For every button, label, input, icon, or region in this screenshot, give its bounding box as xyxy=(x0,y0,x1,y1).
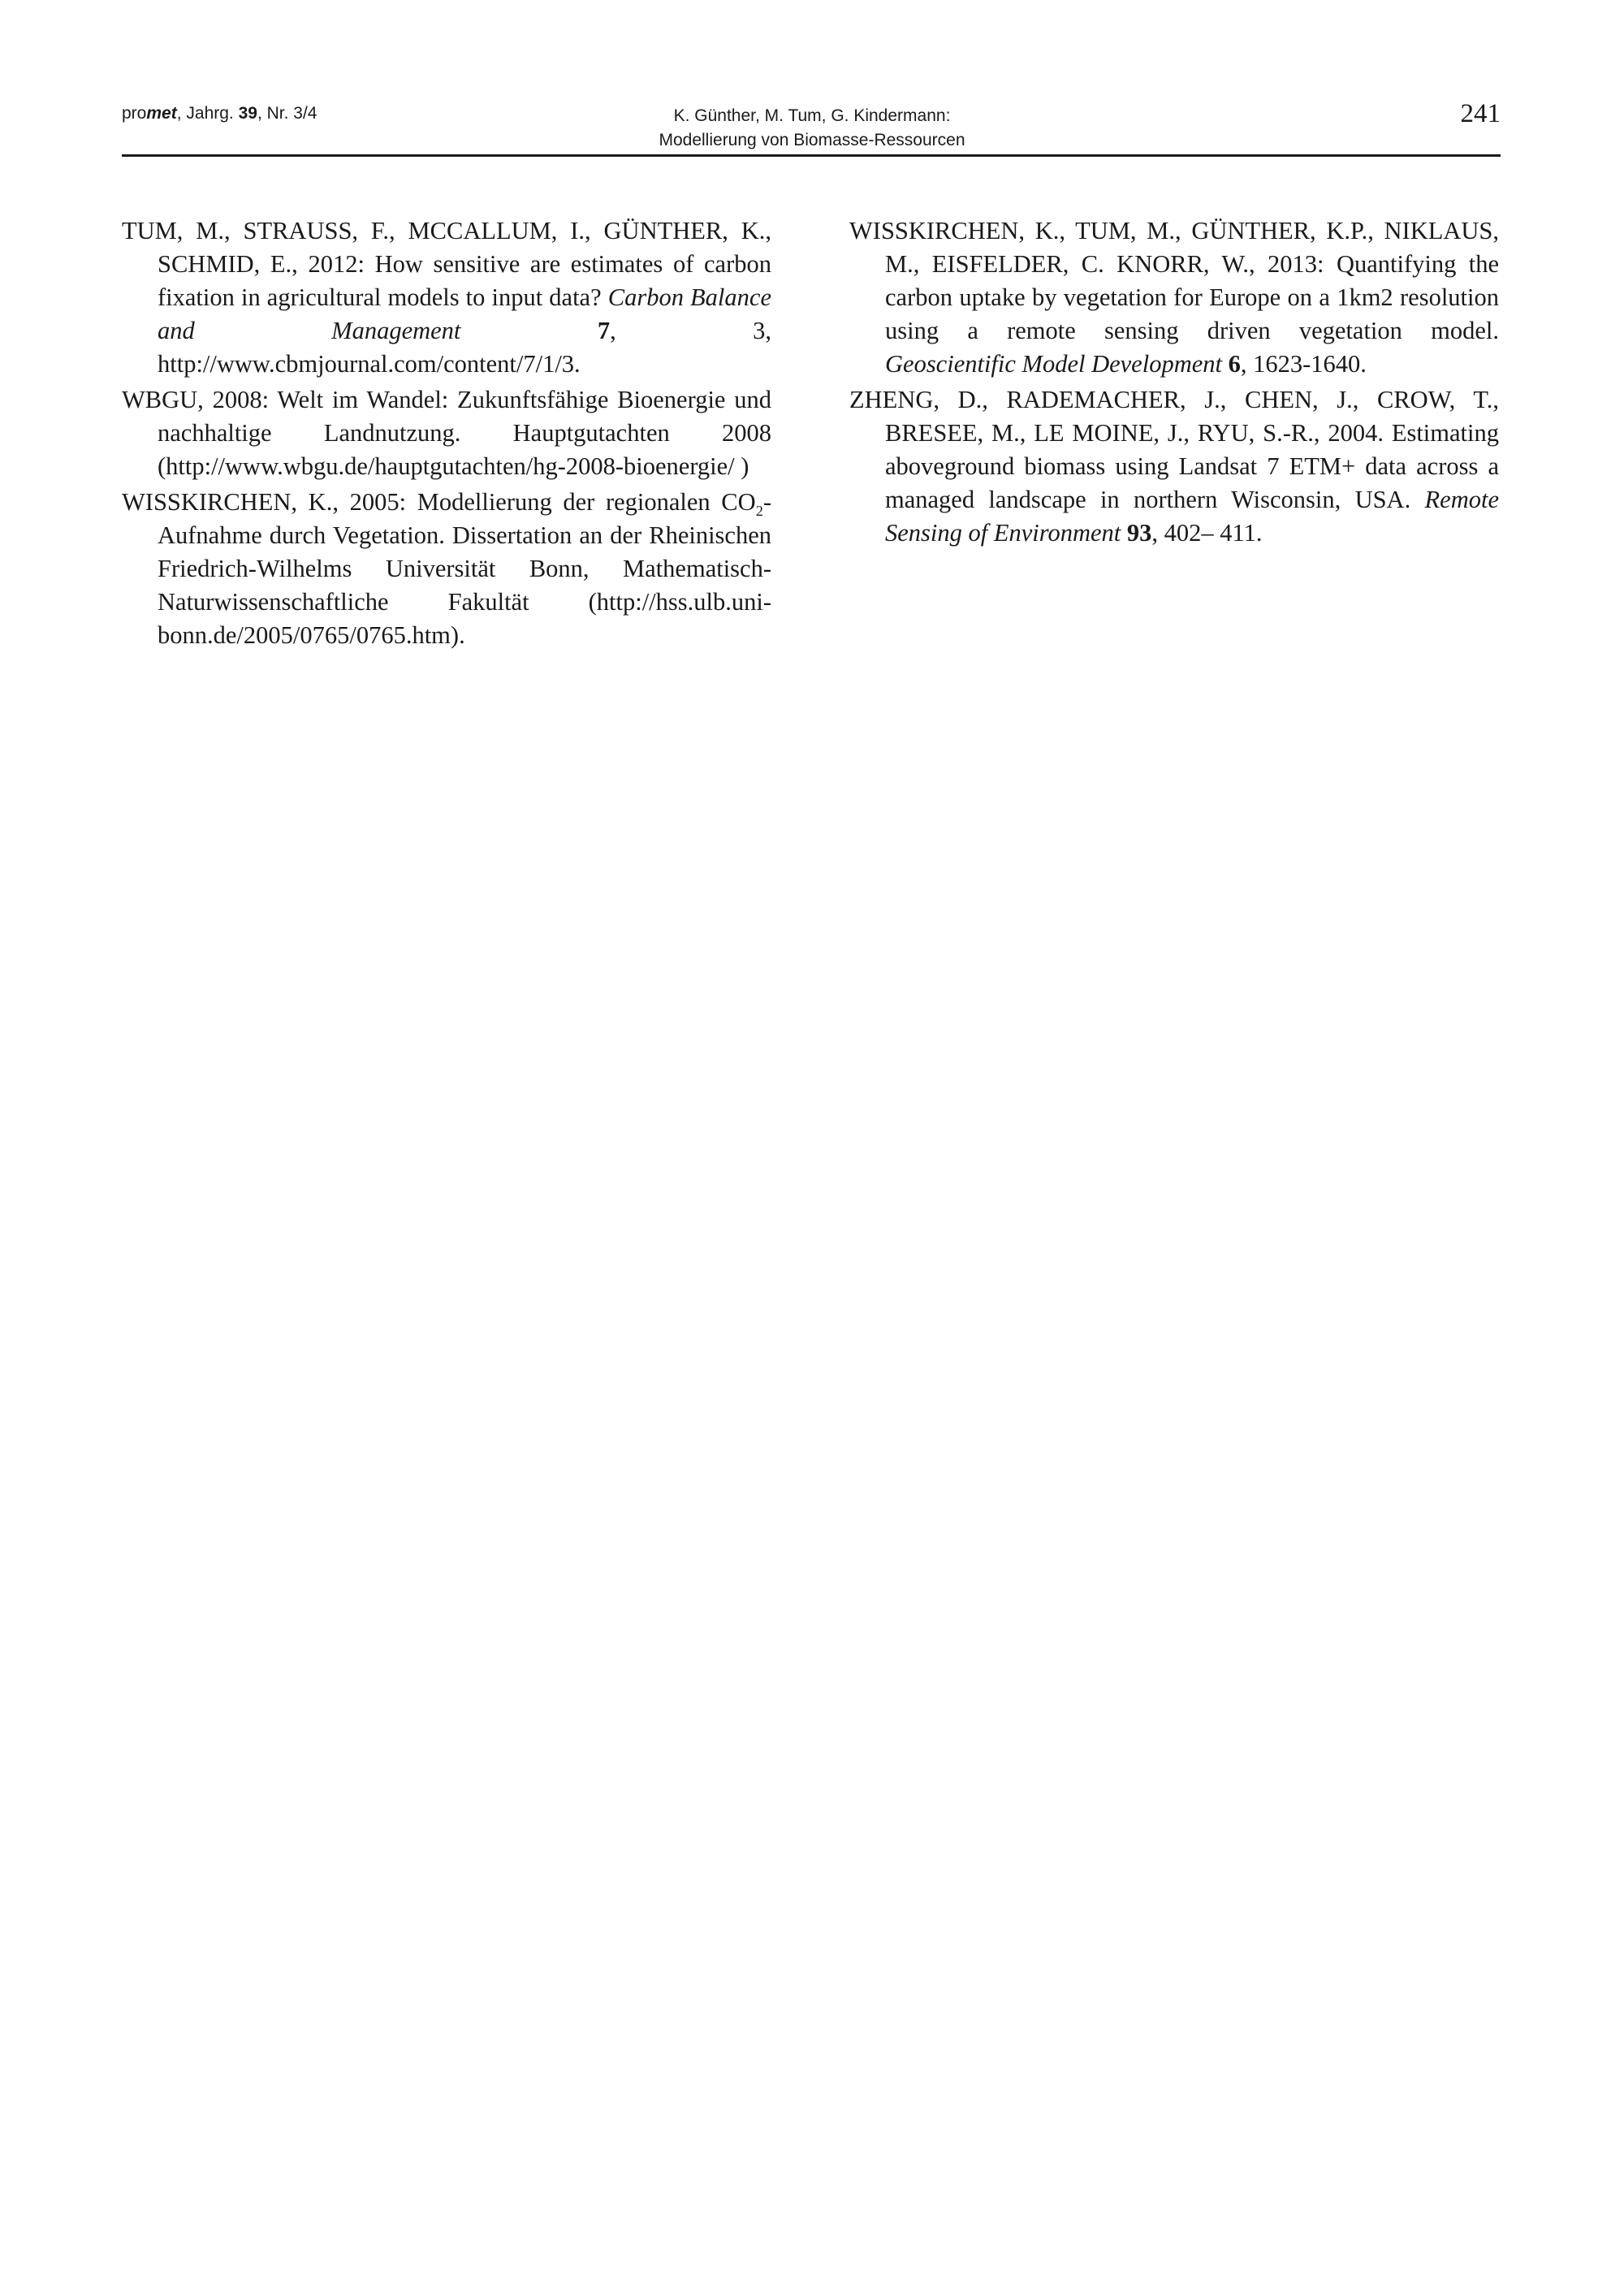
header-title: Modellierung von Biomasse-Ressourcen xyxy=(659,131,965,149)
reference-entry xyxy=(122,383,771,483)
reference-volume: 93 xyxy=(1121,519,1152,547)
reference-tail: , 3, http://www.cbmjournal.com/content/7/1/3. xyxy=(158,317,771,378)
journal-issue: , Nr. 3/4 xyxy=(257,104,317,123)
reference-text: TUM, M., STRAUSS, F., MCCALLUM, I., GÜNTHER, K., SCHMID, E., 2012: How sensitive are estimates of carbon fixation in agricultural models to input data? xyxy=(122,217,771,311)
reference-entry xyxy=(122,486,771,652)
reference-text: ZHENG, D., RADEMACHER, J., CHEN, J., CROW, T., BRESEE, M., LE MOINE, J., RYU, S.-R., 2004. Estimating aboveground biomass using Landsat 7 ETM+ data across a managed landscape in northern Wisconsin, USA. xyxy=(849,386,1499,513)
article-header xyxy=(625,104,999,153)
journal-name-emphasis: met xyxy=(146,104,177,123)
reference-text: WBGU, 2008: Welt im Wandel: Zukunftsfähige Bioenergie und nachhaltige Landnutzung. Hauptgutachten 2008 (http://www.wbgu.de/hauptgutachten/hg-2008-bioenergie/ ) xyxy=(122,386,771,480)
subscript: 2 xyxy=(755,503,763,520)
reference-text-continued: -Aufnahme durch Vegetation. Dissertation an der Rheinischen Friedrich-Wilhelms Universität Bonn, Mathematisch-Naturwissenschaftliche Fakultät (http://hss.ulb.uni-bonn.de/2005/0765/0765.htm). xyxy=(158,488,771,649)
reference-journal: Geoscientific Model Development xyxy=(885,350,1222,378)
reference-text: WISSKIRCHEN, K., 2005: Modellierung der regionalen CO xyxy=(122,488,756,516)
reference-journal: Carbon Balance and Management xyxy=(158,283,771,344)
reference-journal: Remote Sensing of Environment xyxy=(885,486,1499,547)
reference-volume: 6 xyxy=(1221,350,1241,378)
journal-name-prefix: pro xyxy=(122,104,147,123)
references-left-column xyxy=(122,214,771,655)
journal-year-label: , Jahrg. xyxy=(176,104,239,123)
page-number: 241 xyxy=(1460,99,1501,128)
reference-entry xyxy=(849,214,1499,381)
reference-text: WISSKIRCHEN, K., TUM, M., GÜNTHER, K.P., NIKLAUS, M., EISFELDER, C. KNORR, W., 2013: Quantifying the carbon uptake by vegetation for Europe on a 1km2 resolution using a remote sensing driven vegetation model. xyxy=(849,217,1499,344)
header-divider xyxy=(122,154,1501,157)
reference-volume: 7 xyxy=(460,317,611,344)
reference-tail: , 402– 411. xyxy=(1151,519,1263,547)
references-right-column xyxy=(849,214,1499,552)
reference-entry xyxy=(849,383,1499,550)
journal-year: 39 xyxy=(238,104,257,123)
reference-tail: , 1623-1640. xyxy=(1240,350,1367,378)
journal-citation xyxy=(122,104,317,123)
reference-entry xyxy=(122,214,771,381)
running-header xyxy=(122,96,1501,159)
header-authors: K. Günther, M. Tum, G. Kindermann: xyxy=(673,106,951,125)
